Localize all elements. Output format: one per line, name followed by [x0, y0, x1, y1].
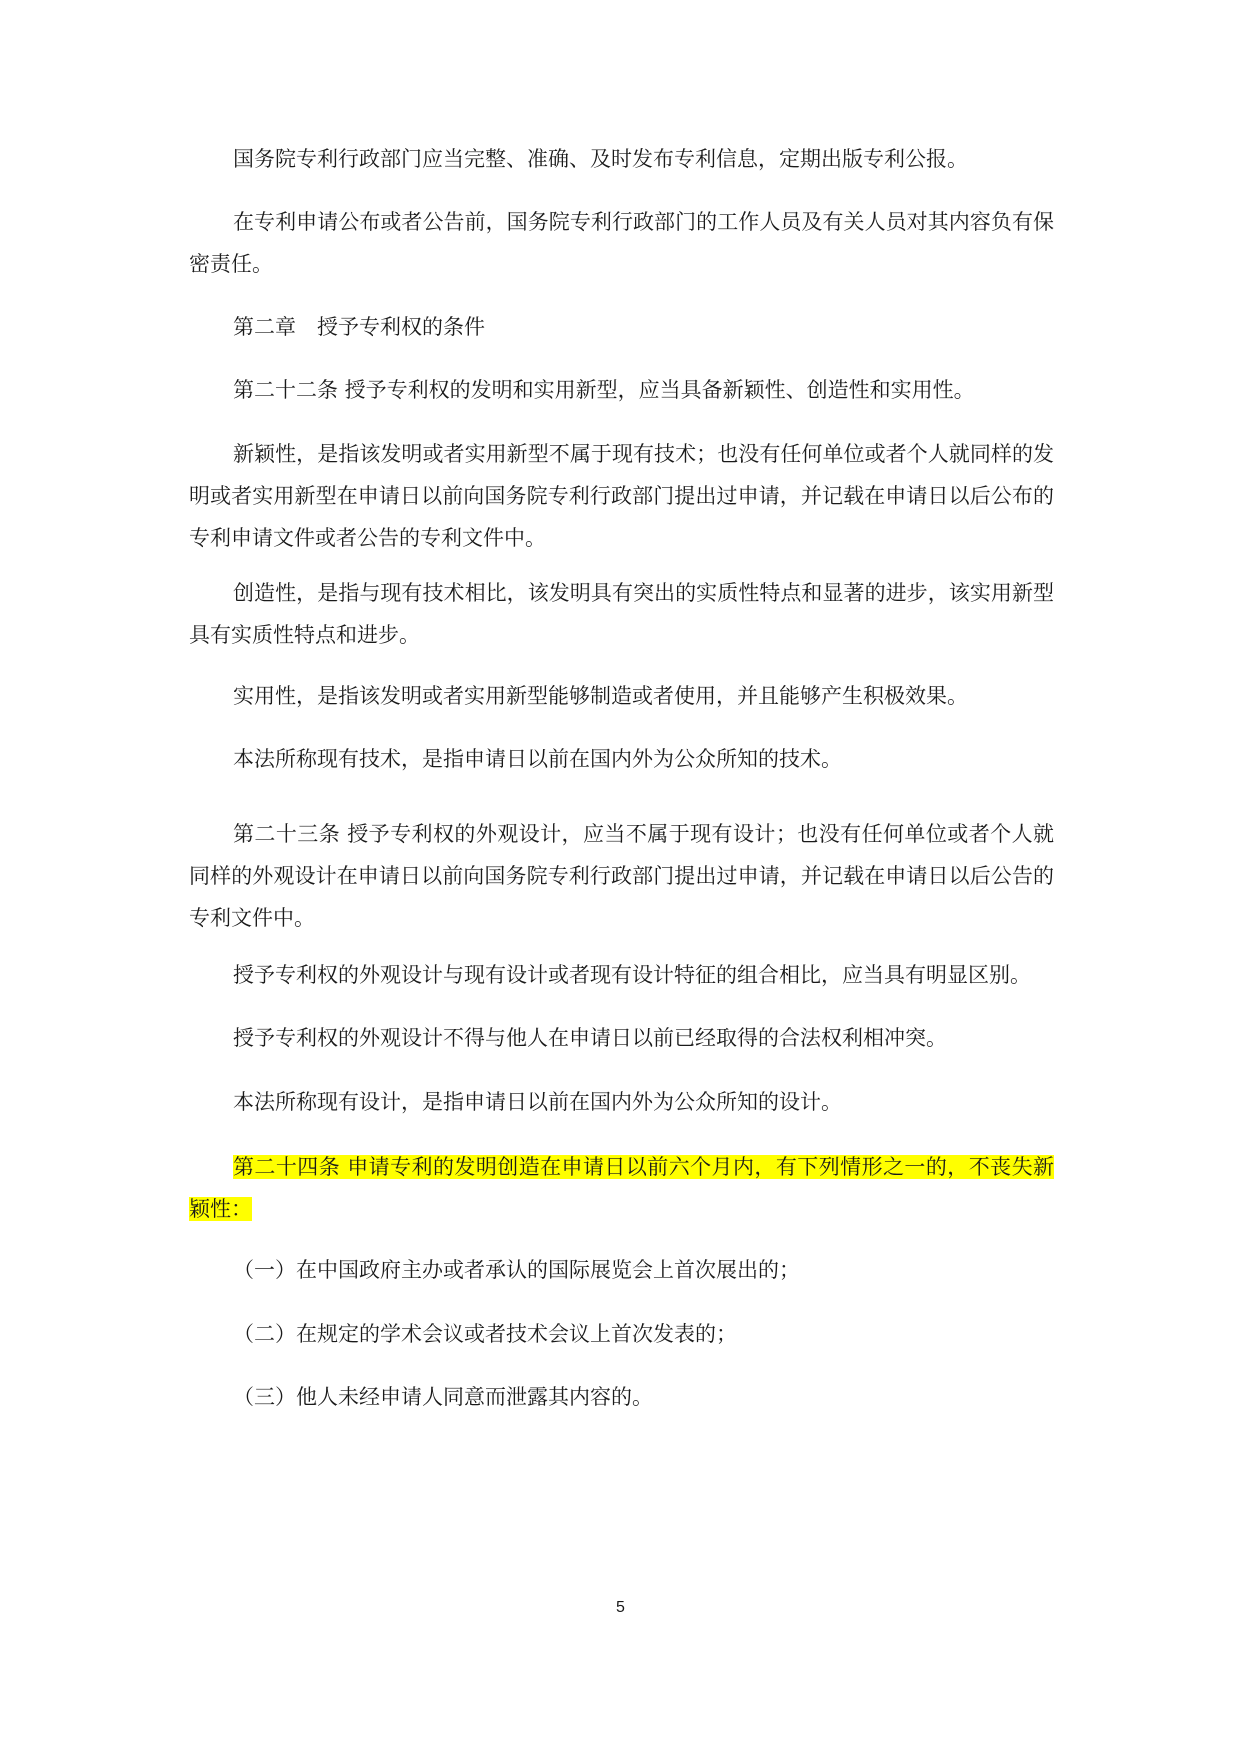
paragraph-novelty: 新颖性，是指该发明或者实用新型不属于现有技术；也没有任何单位或者个人就同样的发明或者实用新型在申请日以前向国务院专利行政部门提出过申请，并记载在申请日以后公布的专利申请文件或者公告的专利文件中。: [189, 442, 1054, 550]
list-item-disclosure: （三）他人未经申请人同意而泄露其内容的。: [233, 1385, 653, 1409]
paragraph-confidentiality: 在专利申请公布或者公告前，国务院专利行政部门的工作人员及有关人员对其内容负有保密责任。: [189, 210, 1054, 276]
highlighted-text: 第二十四条 申请专利的发明创造在申请日以前六个月内，有下列情形之一的，不丧失新颖性：: [189, 1155, 1054, 1221]
paragraph-patent-info-publication: 国务院专利行政部门应当完整、准确、及时发布专利信息，定期出版专利公报。: [233, 147, 968, 171]
paragraph-prior-art: 本法所称现有技术，是指申请日以前在国内外为公众所知的技术。: [233, 747, 842, 771]
paragraph-practicability: 实用性，是指该发明或者实用新型能够制造或者使用，并且能够产生积极效果。: [233, 684, 968, 708]
page-number: 5: [616, 1599, 625, 1616]
paragraph-design-conflict: 授予专利权的外观设计不得与他人在申请日以前已经取得的合法权利相冲突。: [233, 1026, 947, 1050]
article-23: 第二十三条 授予专利权的外观设计，应当不属于现有设计；也没有任何单位或者个人就同样的外观设计在申请日以前向国务院专利行政部门提出过申请，并记载在申请日以后公告的专利文件中。: [189, 822, 1054, 930]
article-24: [189, 1146, 1054, 1230]
chapter-heading: 第二章 授予专利权的条件: [233, 315, 485, 339]
paragraph-design-distinction: 授予专利权的外观设计与现有设计或者现有设计特征的组合相比，应当具有明显区别。: [233, 963, 1031, 987]
list-item-conference: （二）在规定的学术会议或者技术会议上首次发表的；: [233, 1322, 737, 1346]
list-item-exhibition: （一）在中国政府主办或者承认的国际展览会上首次展出的；: [233, 1258, 800, 1282]
paragraph-inventiveness: 创造性，是指与现有技术相比，该发明具有突出的实质性特点和显著的进步，该实用新型具有实质性特点和进步。: [189, 581, 1054, 647]
paragraph-prior-design: 本法所称现有设计，是指申请日以前在国内外为公众所知的设计。: [233, 1090, 842, 1114]
article-22: 第二十二条 授予专利权的发明和实用新型，应当具备新颖性、创造性和实用性。: [233, 378, 975, 402]
